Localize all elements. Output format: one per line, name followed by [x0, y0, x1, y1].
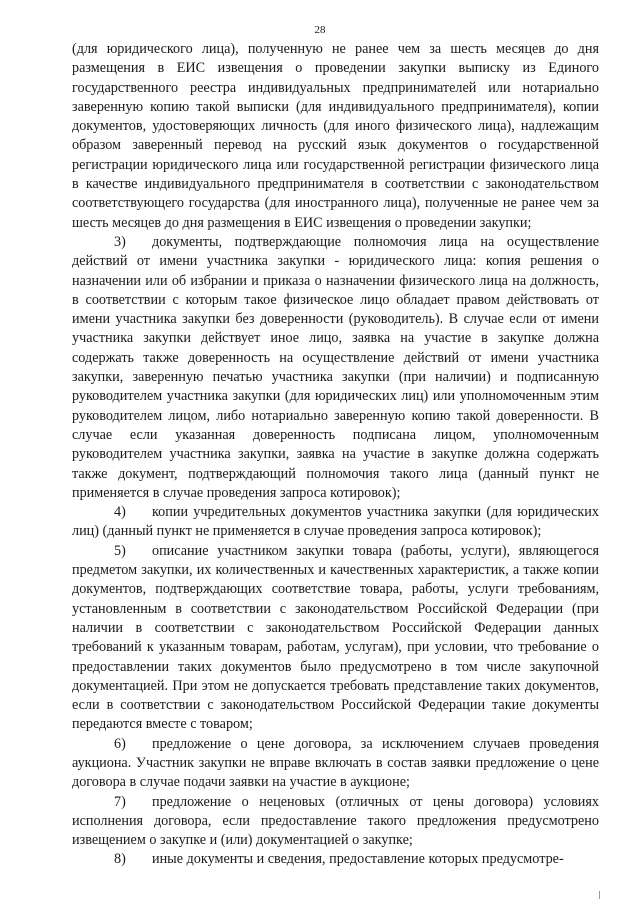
page-number: 28	[314, 24, 326, 36]
list-item-3	[72, 233, 599, 503]
paragraph-continuation	[72, 40, 599, 233]
item-text: документы, подтверждающие полномочия лица на осуществление действий от имени участника закупки - юридического лица: копия решения о назначении или об избрании и приказа о назначении физического лица на должность, в соответствии с которым такое физическое лицо обладает правом действовать от имени участника закупки без доверенности (руководитель). В случае если от имени участника закупки действует иное лицо, заявка на участие в закупке должна содержать также доверенность на осуществление действий от имени участника закупки, заверенную печатью участника закупки (при наличии) и подписанную руководителем участника закупки (для юридических лиц) или уполномоченным этим руководителем лицом, либо нотариально заверенную копию такой доверенности. В случае если указанная доверенность подписана лицом, уполномоченным руководителем участника закупки, заявка на участие в закупке должна содержать также документ, подтверждающий полномочия такого лица (данный пункт не применяется в случае проведения запроса котировок);	[72, 233, 599, 501]
document-body	[72, 40, 599, 870]
item-text: предложение о неценовых (отличных от цены договора) условиях исполнения договора, если предоставление такого предложения предусмотрено извещением о закупке и (или) документацией о закупке;	[72, 793, 599, 849]
scan-mark	[599, 891, 600, 899]
item-number: 8)	[114, 851, 126, 868]
item-text: предложение о цене договора, за исключением случаев проведения аукциона. Участник закупки не вправе включать в состав заявки предложение о цене договора в случае подачи заявки на участие в аукционе;	[72, 735, 599, 791]
paragraph-text: (для юридического лица), полученную не ранее чем за шесть месяцев до дня размещения в ЕИС извещения о проведении закупки выписку из Единого государственного реестра индивидуальных предпринимателей или нотариально заверенную копию такой выписки (для индивидуального предпринимателя), копии документов, удостоверяющих личность (для иного физического лица), надлежащим образом заверенный перевод на русский язык документов о государственной регистрации юридического лица или государственной регистрации физического лица в качестве индивидуального предпринимателя в соответствии с законодательством соответствующего государства (для иностранного лица), полученные не ранее чем за шесть месяцев до дня размещения в ЕИС извещения о проведении закупки;	[72, 41, 599, 231]
item-number: 7)	[114, 793, 126, 810]
item-number: 3)	[114, 233, 126, 250]
item-number: 6)	[114, 735, 126, 752]
item-number: 4)	[114, 504, 126, 521]
list-item-5	[72, 542, 599, 735]
item-number: 5)	[114, 542, 126, 559]
item-text: описание участником закупки товара (работы, услуги), являющегося предметом закупки, их количественных и качественных характеристик, а также копии документов, подтверждающих соответствие товара, работы, услуги требованиям, установленным в соответствии с законодательством Российской Федерации (при наличии в соответствии с законодательством Российской Федерации данных требований к указанным товарам, работам, услугам), при условии, что требование о предоставлении таких документов было предусмотрено в том числе закупочной документацией. При этом не допускается требовать представление таких документов, если в соответствии с законодательством Российской Федерации такие документы передаются вместе с товаром;	[72, 542, 599, 733]
list-item-6	[72, 735, 599, 793]
item-text: иные документы и сведения, предоставление которых предусмотре-	[152, 851, 564, 868]
list-item-7	[72, 793, 599, 851]
list-item-8	[72, 850, 599, 869]
list-item-4	[72, 503, 599, 542]
item-text: копии учредительных документов участника закупки (для юридических лиц) (данный пункт не применяется в случае проведения запроса котировок);	[72, 504, 599, 540]
